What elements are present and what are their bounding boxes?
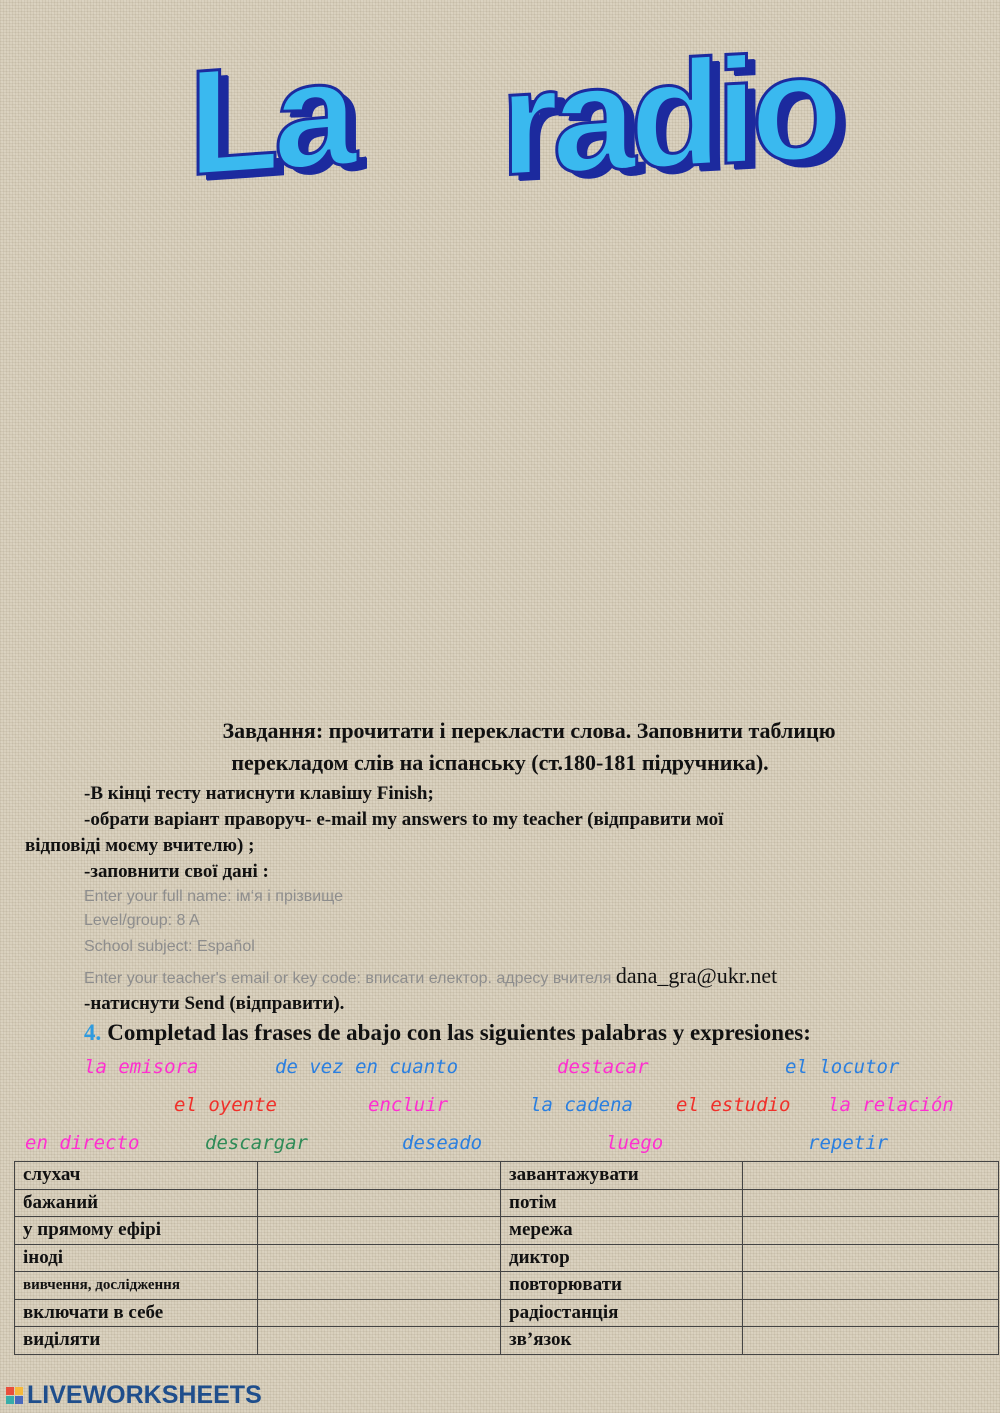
vocab-ukrainian-cell: потім (501, 1189, 743, 1217)
teacher-email: dana_gra@ukr.net (615, 963, 778, 988)
vocab-ukrainian-cell: виділяти (15, 1327, 258, 1355)
instruction-choose-line2: відповіді моєму вчителю) ; (25, 835, 255, 856)
title-word-la: La (188, 27, 352, 207)
task-heading (84, 1018, 811, 1048)
vocab-ukrainian-cell: слухач (15, 1162, 258, 1190)
assignment-heading-line2: перекладом слів на іспанську (ст.180-181 підручника). (231, 750, 769, 775)
answer-cell[interactable] (258, 1299, 501, 1327)
answer-cell[interactable] (258, 1189, 501, 1217)
liveworksheets-logo[interactable] (6, 1378, 262, 1412)
answer-cell[interactable] (743, 1327, 999, 1355)
word-bank-item: el estudio (676, 1094, 791, 1116)
table-row (15, 1217, 999, 1245)
table-row (15, 1162, 999, 1190)
word-bank-item: destacar (557, 1056, 649, 1078)
vocab-ukrainian-cell: радіостанція (501, 1299, 743, 1327)
assignment-heading-line1: Завдання: прочитати і перекласти слова. Заповнити таблицю (222, 718, 836, 743)
word-bank-item: de vez en cuanto (275, 1056, 459, 1078)
instruction-finish: -В кінці тесту натиснути клавішу Finish; (84, 783, 434, 804)
word-bank-item: la cadena (530, 1094, 633, 1116)
task-text: Completad las frases de abajo con las siguientes palabras y expresiones: (107, 1020, 811, 1045)
word-bank-item: el locutor (785, 1056, 900, 1078)
title-word-radio: radio (500, 21, 837, 208)
word-bank-item: encluir (368, 1094, 449, 1116)
answer-cell[interactable] (743, 1299, 999, 1327)
answer-cell[interactable] (258, 1217, 501, 1245)
table-row (15, 1299, 999, 1327)
task-number: 4. (84, 1020, 102, 1045)
teacher-email-hint (84, 963, 778, 989)
table-row (15, 1327, 999, 1355)
instruction-send: -натиснути Send (відправити). (84, 993, 345, 1014)
vocab-ukrainian-cell: бажаний (15, 1189, 258, 1217)
logo-grid-icon (6, 1387, 23, 1404)
vocab-ukrainian-cell: вивчення, дослідження (15, 1272, 258, 1300)
level-hint: Level/group: 8 A (84, 912, 200, 929)
vocab-ukrainian-cell: у прямому ефірі (15, 1217, 258, 1245)
logo-text: LIVEWORKSHEETS (27, 1380, 262, 1409)
word-bank-item: en directo (25, 1132, 140, 1154)
table-row (15, 1272, 999, 1300)
word-bank-item: el oyente (174, 1094, 277, 1116)
answer-cell[interactable] (743, 1272, 999, 1300)
answer-cell[interactable] (258, 1327, 501, 1355)
vocab-table (14, 1161, 999, 1355)
answer-cell[interactable] (743, 1162, 999, 1190)
answer-cell[interactable] (258, 1272, 501, 1300)
vocab-ukrainian-cell: повторювати (501, 1272, 743, 1300)
full-name-hint: Enter your full name: ім‘я і прізвище (84, 888, 344, 905)
instruction-fill: -заповнити свої дані : (84, 861, 269, 882)
subject-hint: School subject: Español (84, 938, 255, 955)
word-bank-item: descargar (205, 1132, 308, 1154)
instruction-choose-line1: -обрати варіант праворуч- e-mail my answers to my teacher (відправити мої (84, 809, 724, 830)
vocab-ukrainian-cell: диктор (501, 1244, 743, 1272)
answer-cell[interactable] (258, 1162, 501, 1190)
vocab-ukrainian-cell: включати в себе (15, 1299, 258, 1327)
word-bank-item: repetir (808, 1132, 889, 1154)
teacher-email-label: Enter your teacher's email or key code: вписати електор. адресу вчителя (84, 970, 612, 987)
word-bank-item: la relación (828, 1094, 954, 1116)
vocab-ukrainian-cell: зв’язок (501, 1327, 743, 1355)
word-bank-item: deseado (402, 1132, 483, 1154)
word-bank-item: la emisora (84, 1056, 199, 1078)
vocab-ukrainian-cell: завантажувати (501, 1162, 743, 1190)
answer-cell[interactable] (743, 1217, 999, 1245)
answer-cell[interactable] (743, 1189, 999, 1217)
answer-cell[interactable] (743, 1244, 999, 1272)
answer-cell[interactable] (258, 1244, 501, 1272)
word-bank-item: luego (606, 1132, 664, 1154)
table-row (15, 1189, 999, 1217)
vocab-ukrainian-cell: мережа (501, 1217, 743, 1245)
table-row (15, 1244, 999, 1272)
vocab-ukrainian-cell: іноді (15, 1244, 258, 1272)
